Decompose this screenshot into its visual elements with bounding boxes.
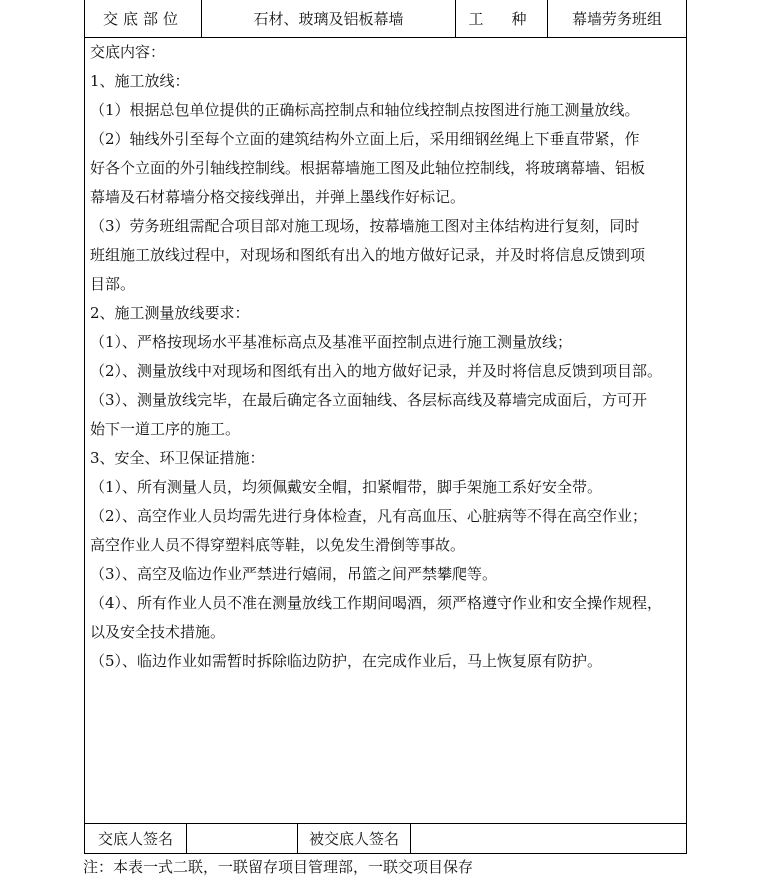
disclosure-content <box>84 37 687 823</box>
content-line: 幕墙及石材幕墙分格交接线弹出，并弹上墨线作好标记。 <box>90 188 466 206</box>
signature-row <box>84 823 687 854</box>
content-line: 交底内容： <box>90 43 166 61</box>
receiver-signature-field[interactable] <box>411 824 686 853</box>
footer-note: 注：本表一式二联，一联留存项目管理部，一联交项目保存 <box>83 858 474 876</box>
trade-label: 工种 <box>456 0 548 37</box>
content-line: 目部。 <box>90 275 136 293</box>
content-line: 1、施工放线： <box>90 72 190 90</box>
trade-value: 幕墙劳务班组 <box>571 10 662 28</box>
content-line: （1）、所有测量人员，均须佩戴安全帽，扣紧帽带，脚手架施工系好安全带。 <box>90 478 603 496</box>
disclosure-form <box>84 0 687 852</box>
location-label: 交底部位 <box>85 0 202 37</box>
content-line: 高空作业人员不得穿塑料底等鞋，以免发生滑倒等事故。 <box>90 536 466 554</box>
location-value: 石材、玻璃及铝板幕墙 <box>202 0 456 37</box>
content-line: （1）根据总包单位提供的正确标高控制点和轴位线控制点按图进行施工测量放线。 <box>90 101 640 119</box>
content-line: 3、安全、环卫保证措施： <box>90 449 265 467</box>
content-line: （3）、测量放线完毕，在最后确定各立面轴线、各层标高线及幕墙完成面后，方可开 <box>90 391 648 409</box>
content-line: 好各个立面的外引轴线控制线。根据幕墙施工图及此轴位控制线，将玻璃幕墙、铝板 <box>90 159 646 177</box>
content-line: 班组施工放线过程中，对现场和图纸有出入的地方做好记录，并及时将信息反馈到项 <box>90 246 646 264</box>
content-line: （2）轴线外引至每个立面的建筑结构外立面上后，采用细钢丝绳上下垂直带紧，作 <box>90 130 640 148</box>
content-line: （3）劳务班组需配合项目部对施工现场，按幕墙施工图对主体结构进行复刻，同时 <box>90 217 640 235</box>
content-line: （4）、所有作业人员不准在测量放线工作期间喝酒，须严格遵守作业和安全操作规程， <box>90 594 663 612</box>
content-line: （2）、测量放线中对现场和图纸有出入的地方做好记录，并及时将信息反馈到项目部。 <box>90 362 663 380</box>
content-line: （2）、高空作业人员均需先进行身体检查，凡有高血压、心脏病等不得在高空作业； <box>90 507 648 525</box>
giver-signature-field[interactable] <box>187 824 298 853</box>
content-line: 2、施工测量放线要求： <box>90 304 250 322</box>
content-line: （5）、临边作业如需暂时拆除临边防护，在完成作业后，马上恢复原有防护。 <box>90 652 603 670</box>
receiver-signature-label: 被交底人签名 <box>298 824 411 853</box>
content-line: 始下一道工序的施工。 <box>90 420 241 438</box>
header-row <box>84 0 687 38</box>
giver-signature-label: 交底人签名 <box>85 824 187 853</box>
content-line: （1）、严格按现场水平基准标高点及基准平面控制点进行施工测量放线； <box>90 333 573 351</box>
content-line: （3）、高空及临边作业严禁进行嬉闹，吊篮之间严禁攀爬等。 <box>90 565 498 583</box>
content-line: 以及安全技术措施。 <box>90 623 226 641</box>
